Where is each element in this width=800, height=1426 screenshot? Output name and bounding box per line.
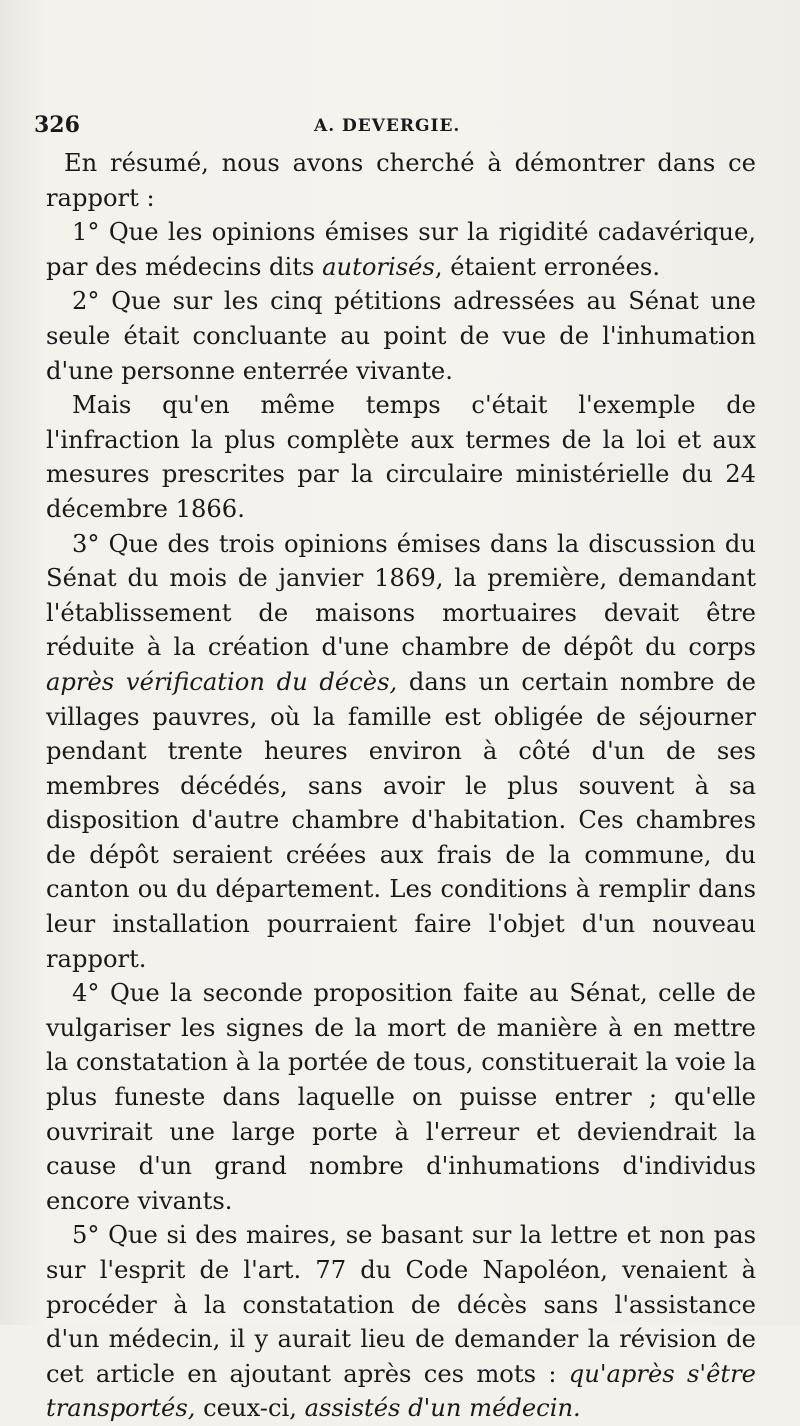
paragraph-point-2 bbox=[46, 284, 756, 388]
italic-text: qu'après s'être transportés, bbox=[46, 1359, 756, 1423]
paragraph-text: 2° Que sur les cinq pétitions adressées au Sénat une seule était concluante au point de vue de l'inhumation d'une personne enterrée vivante. bbox=[46, 287, 756, 385]
paragraph-point-1 bbox=[46, 215, 756, 284]
paragraph-text: ceux-ci, bbox=[195, 1394, 305, 1423]
paragraph-point-3 bbox=[46, 527, 756, 977]
paragraph-text: 4° Que la seconde proposition faite au Sénat, celle de vulgariser les signes de la mort de manière à en mettre la constatation à la portée de tous, constituerait la voie la plus funeste dans laquelle on puisse entrer ; qu'elle ouvrirait une large porte à l'erreur et deviendrait la cause d'un grand nombre d'inhumations d'individus encore vivants. bbox=[46, 979, 756, 1215]
paragraph-text: 5° Que si des maires, se basant sur la lettre et non pas sur l'esprit de l'art. 77 du Code Napoléon, venaient à procéder à la constatation de décès sans l'assistance d'un médecin, il y aurait lieu de demander la révision de cet article en ajoutant après ces mots : bbox=[46, 1221, 756, 1388]
paragraph-text: , étaient erronées. bbox=[434, 252, 661, 281]
italic-text: après vérification du décès, bbox=[46, 667, 398, 696]
paragraph-point-2-continued bbox=[46, 388, 756, 526]
paragraph-point-5 bbox=[46, 1218, 756, 1426]
paragraph-summary-intro bbox=[46, 146, 756, 215]
paragraph-text: En résumé, nous avons cherché à démontrer dans ce rapport : bbox=[46, 149, 756, 212]
paragraph-text: Mais qu'en même temps c'était l'exemple de l'infraction la plus complète aux termes de la loi et aux mesures prescrites par la circulaire ministérielle du 24 décembre 1866. bbox=[46, 391, 756, 523]
page-number: 326 bbox=[34, 112, 80, 138]
paragraph-text: dans un certain nombre de villages pauvres, où la famille est obligée de séjourner pendant trente heures environ à côté d'un de ses membres décédés, sans avoir le plus souvent à sa disposition d'autre chambre d'habitation. Ces chambres de dépôt seraient créées aux frais de la commune, du canton ou du département. Les conditions à remplir dans leur installation pourraient faire l'objet d'un nouveau rapport. bbox=[46, 667, 756, 973]
paragraph-point-4 bbox=[46, 976, 756, 1218]
body-text bbox=[46, 146, 756, 1426]
italic-text: assistés d'un médecin. bbox=[304, 1394, 581, 1423]
paragraph-text: 3° Que des trois opinions émises dans la discussion du Sénat du mois de janvier 1869, la première, demandant l'établissement de maisons mortuaires devait être réduite à la création d'une chambre de dépôt du corps bbox=[46, 529, 756, 662]
italic-text: autorisés bbox=[322, 252, 435, 281]
running-head bbox=[34, 112, 760, 142]
running-head-author: A. DEVERGIE. bbox=[314, 116, 461, 136]
paragraph-text: 1° Que les opinions émises sur la rigidité cadavérique, par des médecins dits bbox=[46, 218, 756, 281]
